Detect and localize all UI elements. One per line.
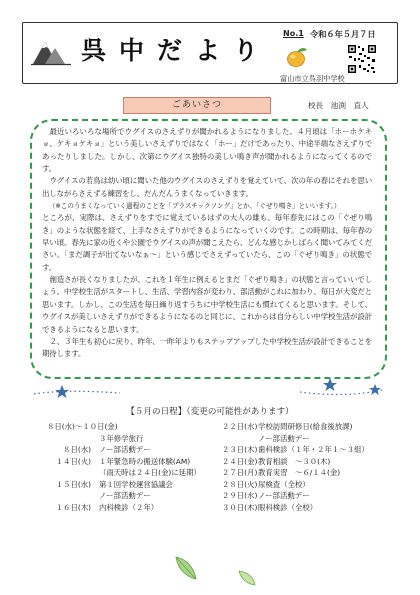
school-name: 富山市立呉羽中学校 <box>280 74 345 83</box>
principal-signature: 校長 池渕 直人 <box>308 101 369 110</box>
message-paragraph: 最近いろいろな場所でウグイスのさえずりが聞かれるようになりました。４月頃は「ホーホケキョ、ケキョケキョ」という美しいさえずりではなく「ホー」だけであったり、中途半端なさえずりであったりしました。しかし、次第にウグイス独特の美しい鳴き声が聞かれるようになってくるのです。 <box>42 127 372 174</box>
schedule-row: ２７日(月) 教育実習 ～６/１４(金) <box>222 468 341 477</box>
schedule-row: １６日(木) 内科検診（２年） <box>55 502 159 512</box>
schedule-row: ３０日(木) 眼科検診（全校） <box>222 502 318 512</box>
leaf-icon <box>236 568 258 588</box>
message-paragraph: ところが、実際は、さえずりをすでに覚えているはずの大人の雄も、毎年春先にはこの「ぐぜり鳴き」のような状態を経て、上手なさえずりができるようになっていくのです。この時期は、毎年春の早い頃。春先に家の近くや公園でウグイスの声が聞こえたら、どんな感じかしばらく聞いてみてください。「まだ調子が出てないなぁ～」という感じでさえずっていたら、この「ぐぜり鳴き」の状態です。 <box>42 213 372 272</box>
star-icon <box>323 378 337 391</box>
schedule-row: ２８日(火) 尿検査（全校） <box>222 479 310 489</box>
star-icon <box>55 385 69 398</box>
schedule-row: ８日(水) ノー部活動デー <box>63 445 151 454</box>
issue-date: 令和６年５月７日 <box>310 29 376 39</box>
message-paragraph: 創造さが長くなりましたが、これを１年生に例えるとまだ「ぐぜり鳴き」の状態と言っていいでしょう。中学校生活がスタートし、生活、学習内容が変わり、部活動がこれに加わり、毎日が大変だと思います。しかし、この生活を毎日繰り返すうちに中学校生活にも慣れてくると思います。そして、ウグイスが美しいさえずりができるようになるのと同じに、これからは自分らしい中学校生活が設計できるようになると思います。 <box>42 275 372 334</box>
star-divider <box>30 376 390 404</box>
schedule-row: ２４日(金) 教育相談 ～３０(木) <box>222 456 331 466</box>
mountain-logo-icon <box>31 38 71 66</box>
schedule-row: ノー部活動デー <box>99 491 151 500</box>
schedule-title: 【５月の日程】（変更の可能性があります） <box>126 407 294 417</box>
qr-code-icon[interactable] <box>347 44 377 74</box>
message-paragraph: ２、３年生も初心に戻り、昨年、一昨年よりもステップアップした中学校生活が設計できることを期待します。 <box>42 336 372 359</box>
star-icon <box>369 384 381 395</box>
schedule-row: ３年修学旅行 <box>99 433 144 443</box>
schedule-column-left <box>47 421 201 513</box>
message-paragraph: ウグイスの若鳥は幼い頃に聞いた他のウグイスのさえずりを覚えていて、次の年の春にそれを思い出しながらさえずる練習をし、だんだんうまくなっていきます。 <box>42 176 372 198</box>
masthead <box>22 22 398 84</box>
schedule-column-right <box>222 421 369 513</box>
issue-number: No.1 <box>283 29 304 38</box>
schedule-row: １４日(火) １年緊急時の搬送体験(AM) <box>55 456 191 466</box>
schedule-row: （雨天時は２４日(金)に延期） <box>99 468 201 477</box>
leaf-icon <box>172 553 200 583</box>
message-body <box>42 126 372 361</box>
schedule-row: ２９日(水) ノー部活動デー <box>222 491 310 500</box>
schedule-row: １５日(水) 第１回学校運営協議会 <box>55 479 173 489</box>
message-note: （※このうまくなっていく過程のことを「プラスチックソング」とか、「ぐぜり鳴き」といいます。） <box>48 202 341 211</box>
fruit-icon <box>285 45 309 69</box>
schedule-row: ノー部活動デー <box>258 433 310 443</box>
newsletter-title: 呉中だより <box>81 36 272 65</box>
greeting-label: ごあいさつ <box>123 97 271 114</box>
schedule-row: ２３日(木) 歯科検診（１年・２年１～３組） <box>222 445 369 454</box>
schedule-row: ８日(水)～１０日(金) <box>47 422 118 431</box>
schedule-row: ２２日(水) 学校訪問研修日(給食後放課) <box>222 422 353 431</box>
